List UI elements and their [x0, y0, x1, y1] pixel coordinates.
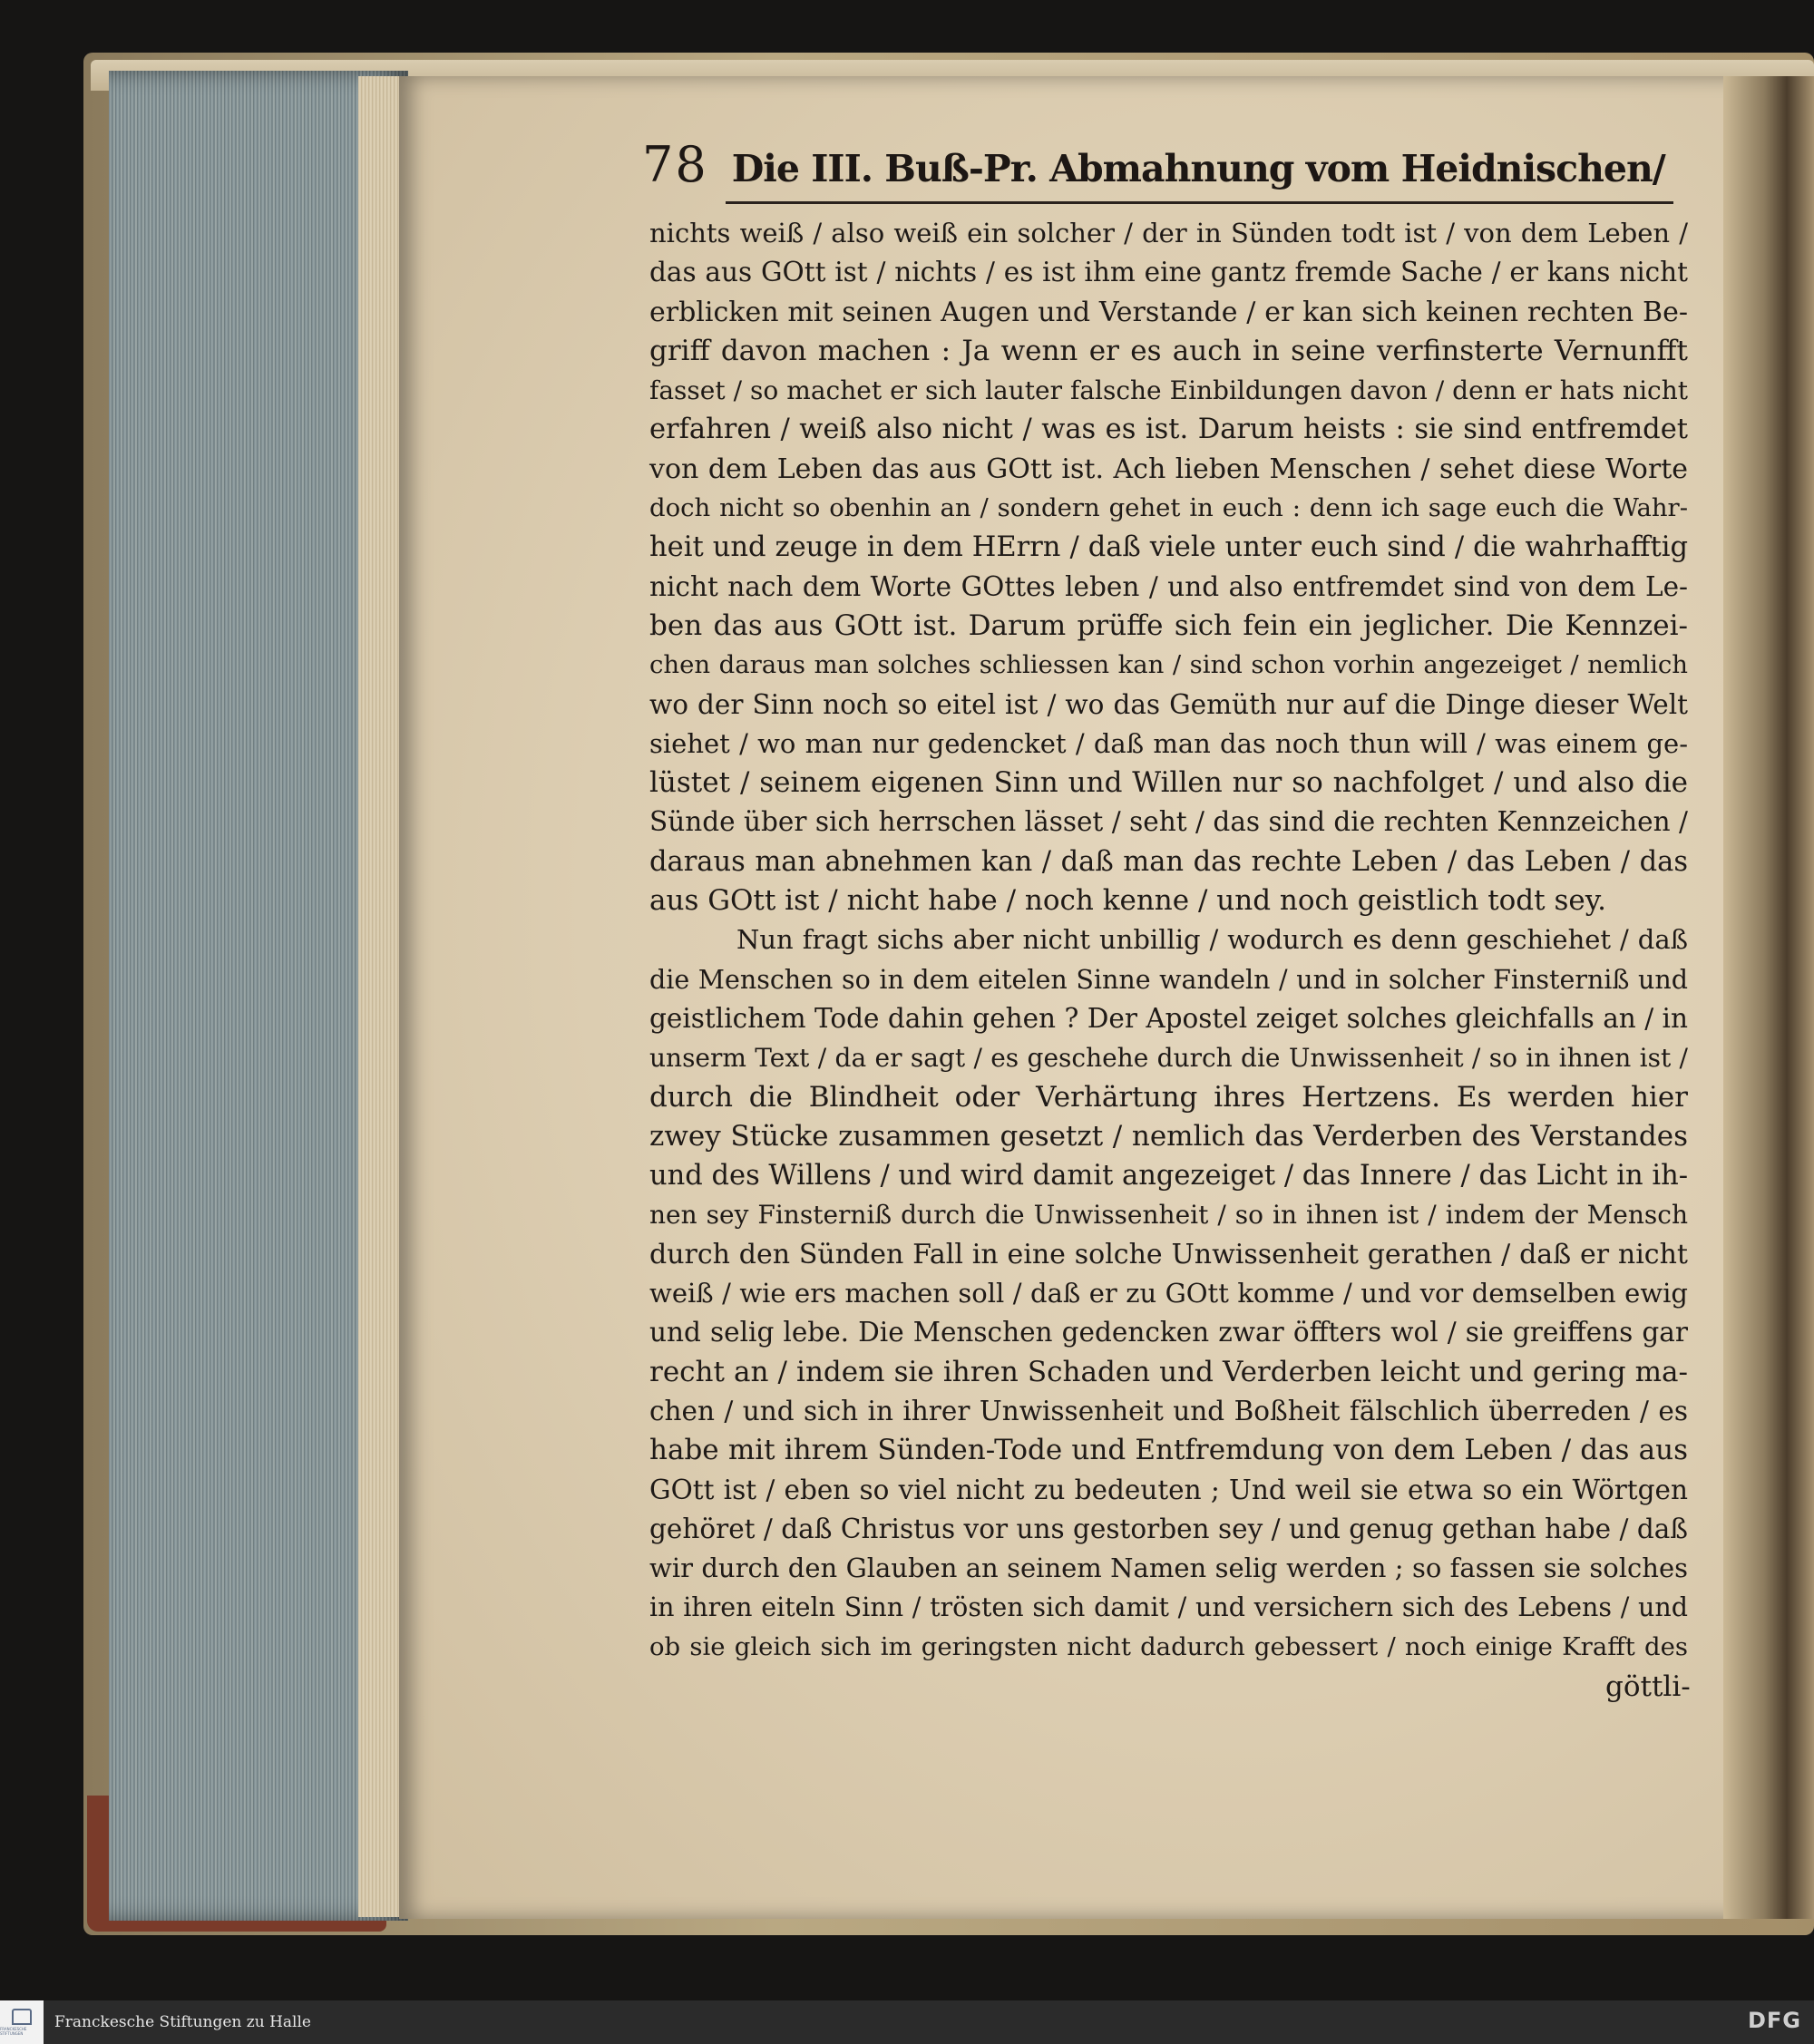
text-line: das aus GOtt ist / nichts / es ist ihm eine gantz fremde Sache / er kans nicht — [649, 257, 1688, 288]
text-line: nicht nach dem Worte GOttes leben / und also entfremdet sind von dem Le- — [649, 570, 1688, 602]
text-line: GOtt ist / eben so viel nicht zu bedeuten ; Und weil sie etwa so ein Wörtgen — [649, 1474, 1688, 1505]
text-line: chen daraus man solches schliessen kan / sind schon vorhin angezeiget / nemlich — [649, 650, 1688, 680]
text-line: in ihren eiteln Sinn / trösten sich damit / und versichern sich des Lebens / und — [649, 1592, 1688, 1623]
text-line: durch den Sünden Fall in eine solche Unwissenheit gerathen / daß er nicht — [649, 1238, 1688, 1270]
text-line: nichts weiß / also weiß ein solcher / der in Sünden todt ist / von dem Leben / — [649, 218, 1688, 248]
text-line: recht an / indem sie ihren Schaden und Verderben leicht und gering ma- — [649, 1355, 1688, 1388]
text-line: durch die Blindheit oder Verhärtung ihres Hertzens. Es werden hier — [649, 1080, 1688, 1114]
text-line: Sünde über sich herrschen lässet / seht / das sind die rechten Kennzeichen / — [649, 806, 1688, 838]
text-line: habe mit ihrem Sünden-Tode und Entfremdung von dem Leben / das aus — [649, 1434, 1688, 1467]
text-line: erblicken mit seinen Augen und Verstande / er kan sich keinen rechten Be- — [649, 296, 1688, 328]
text-line: wir durch den Glauben an seinem Namen selig werden ; so fassen sie solches — [649, 1552, 1688, 1584]
text-line: doch nicht so obenhin an / sondern gehet in euch : denn ich sage euch die Wahr- — [649, 493, 1688, 523]
text-line: heit und zeuge in dem HErrn / daß viele unter euch sind / die wahrhafftig — [649, 531, 1688, 564]
text-line: gehöret / daß Christus vor uns gestorben sey / und genug gethan habe / daß — [649, 1513, 1688, 1544]
institution-logo — [0, 2000, 44, 2044]
logo-text: FRANCKESCHE STIFTUNGEN — [0, 2027, 27, 2036]
text-line: griff davon machen : Ja wenn er es auch in seine verfinsterte Vernunfft — [649, 334, 1688, 367]
text-line: ben das aus GOtt ist. Darum prüffe sich fein ein jeglicher. Die Kennzei- — [649, 608, 1688, 642]
body-text — [649, 214, 1688, 1667]
text-line: weiß / wie ers machen soll / daß er zu GOtt komme / und vor demselben ewig — [649, 1278, 1688, 1309]
text-line: zwey Stücke zusammen gesetzt / nemlich das Verderben des Verstandes — [649, 1119, 1688, 1153]
running-head — [642, 136, 1694, 194]
text-line: unserm Text / da er sagt / es geschehe durch die Unwissenheit / so in ihnen ist / — [649, 1043, 1688, 1074]
institution-name: Franckesche Stiftungen zu Halle — [54, 2013, 311, 2031]
text-line: Nun fragt sichs aber nicht unbillig / wodurch es denn geschiehet / daß — [736, 924, 1688, 956]
building-icon — [12, 2009, 32, 2025]
text-line: erfahren / weiß also nicht / was es ist. Darum heists : sie sind entfremdet — [649, 414, 1688, 446]
text-line: wo der Sinn noch so eitel ist / wo das Gemüth nur auf die Dinge dieser Welt — [649, 688, 1688, 720]
page-number: 78 — [642, 136, 708, 193]
text-line: aus GOtt ist / nicht habe / noch kenne / und noch geistlich todt sey. — [649, 884, 1606, 918]
dfg-logo: DFG — [1747, 2008, 1801, 2033]
text-line: ob sie gleich sich im geringsten nicht dadurch gebessert / noch einige Krafft des — [649, 1631, 1688, 1661]
text-line: lüstet / seinem eigenen Sinn und Willen nur so nachfolget / und also die — [649, 766, 1688, 800]
text-line: siehet / wo man nur gedencket / daß man das noch thun will / was einem ge- — [649, 727, 1688, 759]
text-line: und des Willens / und wird damit angezeiget / das Innere / das Licht in ih- — [649, 1160, 1689, 1192]
text-line: daraus man abnehmen kan / daß man das rechte Leben / das Leben / das — [649, 845, 1688, 878]
running-head-rule — [726, 201, 1673, 204]
text-line: chen / und sich in ihrer Unwissenheit und Boßheit fälschlich überreden / es — [649, 1395, 1688, 1426]
text-line: von dem Leben das aus GOtt ist. Ach lieben Menschen / sehet diese Worte — [649, 453, 1688, 485]
text-line: und selig lebe. Die Menschen gedencken zwar öffters wol / sie greiffens gar — [649, 1317, 1688, 1348]
running-head-title: Die III. Buß-Pr. Abmahnung vom Heidnischen/ — [731, 147, 1665, 190]
catchword: göttli- — [1605, 1670, 1691, 1703]
text-line: die Menschen so in dem eitelen Sinne wandeln / und in solcher Finsterniß und — [649, 964, 1688, 995]
viewer-footer — [0, 2000, 1814, 2044]
text-line: geistlichem Tode dahin gehen ? Der Apostel zeiget solches gleichfalls an / in — [649, 1002, 1688, 1034]
text-line: fasset / so machet er sich lauter falsche Einbildungen davon / denn er hats nicht — [649, 375, 1688, 406]
text-line: nen sey Finsterniß durch die Unwissenheit / so in ihnen ist / indem der Mensch — [649, 1200, 1688, 1231]
book-gutter — [1723, 76, 1814, 1919]
